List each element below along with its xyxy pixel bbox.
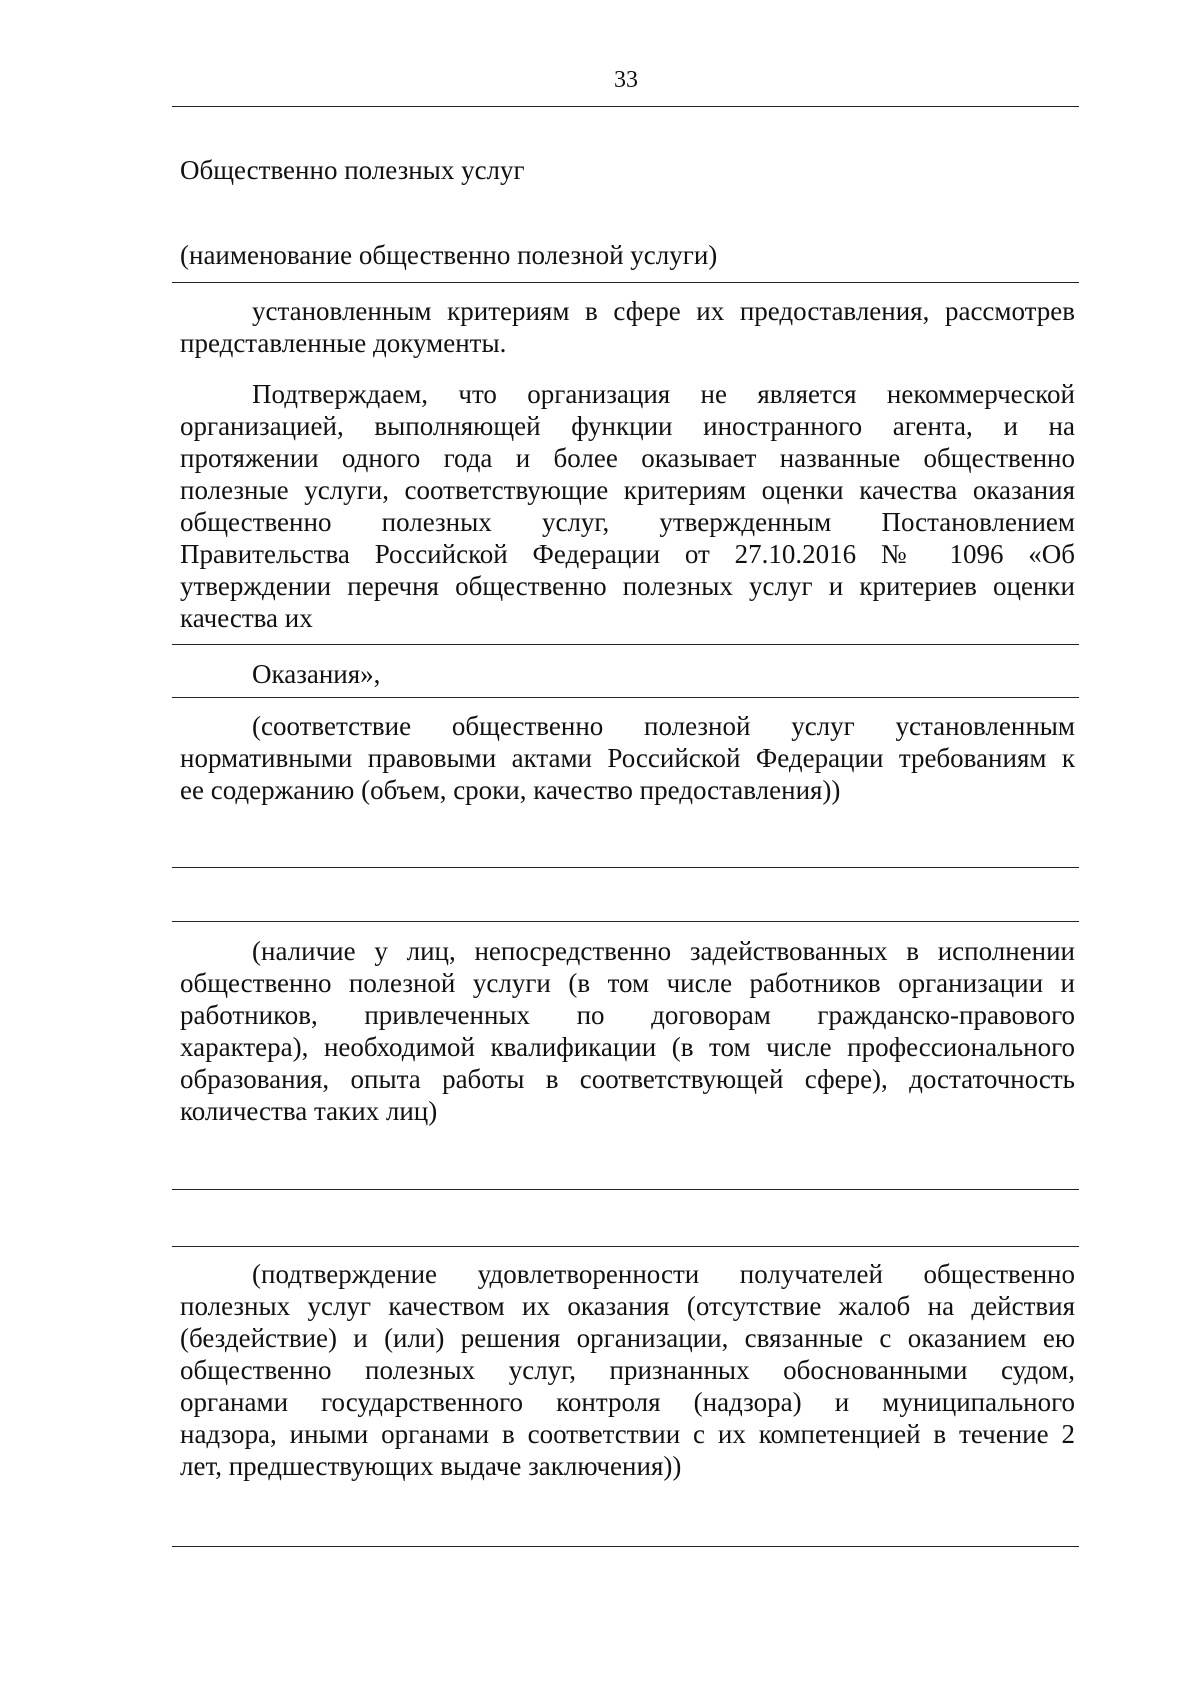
text-line: (наличие у лиц, непосредственно задействованных в исполнении bbox=[252, 936, 1075, 966]
text-line: (бездействие) и (или) решения организации, связанные с оказанием ею bbox=[180, 1323, 1075, 1353]
text-line: качества их bbox=[180, 603, 313, 633]
line-okazaniya: Оказания», bbox=[252, 659, 381, 689]
rule bbox=[172, 1546, 1079, 1547]
rule bbox=[172, 867, 1079, 868]
text-line: Подтверждаем, что организация не является некоммерческой bbox=[252, 379, 1075, 409]
text-line: организацией, выполняющей функции иностранного агента, и на bbox=[180, 411, 1075, 441]
text-line: общественно полезной услуги (в том числе работников организации и bbox=[180, 968, 1075, 998]
text-line: ее содержанию (объем, сроки, качество предоставления)) bbox=[180, 775, 841, 805]
text-line: лет, предшествующих выдаче заключения)) bbox=[180, 1451, 682, 1481]
rule bbox=[172, 106, 1079, 107]
text-line: общественно полезных услуг, признанных обоснованными судом, bbox=[180, 1355, 1075, 1385]
text-line: протяжении одного года и более оказывает названные общественно bbox=[180, 443, 1075, 473]
rule bbox=[172, 697, 1079, 698]
paragraph-satisfaction bbox=[180, 1258, 1075, 1482]
line-obshchestvenno: Общественно полезных услуг bbox=[180, 155, 525, 185]
text-line: количества таких лиц) bbox=[180, 1096, 438, 1126]
paragraph-confirmation bbox=[180, 378, 1075, 634]
text-line: общественно полезных услуг, утвержденным Постановлением bbox=[180, 507, 1075, 537]
rule bbox=[172, 921, 1079, 922]
paragraph-criteria bbox=[180, 295, 1075, 359]
text-line: (подтверждение удовлетворенности получателей общественно bbox=[252, 1259, 1075, 1289]
paragraph-compliance bbox=[180, 710, 1075, 806]
rule bbox=[172, 1189, 1079, 1190]
text-line: Правительства Российской Федерации от 27.10.2016 № 1096 «Об bbox=[180, 539, 1075, 569]
caption-service-name: (наименование общественно полезной услуги) bbox=[180, 240, 718, 270]
text-line: (соответствие общественно полезной услуг установленным bbox=[252, 711, 1075, 741]
text-line: установленным критериям в сфере их предоставления, рассмотрев bbox=[252, 296, 1075, 326]
page-number: 33 bbox=[614, 67, 638, 93]
rule bbox=[172, 644, 1079, 645]
text-line: полезные услуги, соответствующие критериям оценки качества оказания bbox=[180, 475, 1075, 505]
rule bbox=[172, 282, 1079, 283]
text-line: органами государственного контроля (надзора) и муниципального bbox=[180, 1387, 1075, 1417]
text-line: представленные документы. bbox=[180, 328, 507, 358]
text-line: характера), необходимой квалификации (в том числе профессионального bbox=[180, 1032, 1075, 1062]
text-line: нормативными правовыми актами Российской Федерации требованиям к bbox=[180, 743, 1075, 773]
text-line: утверждении перечня общественно полезных услуг и критериев оценки bbox=[180, 571, 1075, 601]
text-line: надзора, иными органами в соответствии с их компетенцией в течение 2 bbox=[180, 1419, 1075, 1449]
rule bbox=[172, 1246, 1079, 1247]
text-line: полезных услуг качеством их оказания (отсутствие жалоб на действия bbox=[180, 1291, 1075, 1321]
text-line: образования, опыта работы в соответствующей сфере), достаточность bbox=[180, 1064, 1075, 1094]
text-line: работников, привлеченных по договорам гражданско-правового bbox=[180, 1000, 1075, 1030]
paragraph-qualification bbox=[180, 935, 1075, 1127]
